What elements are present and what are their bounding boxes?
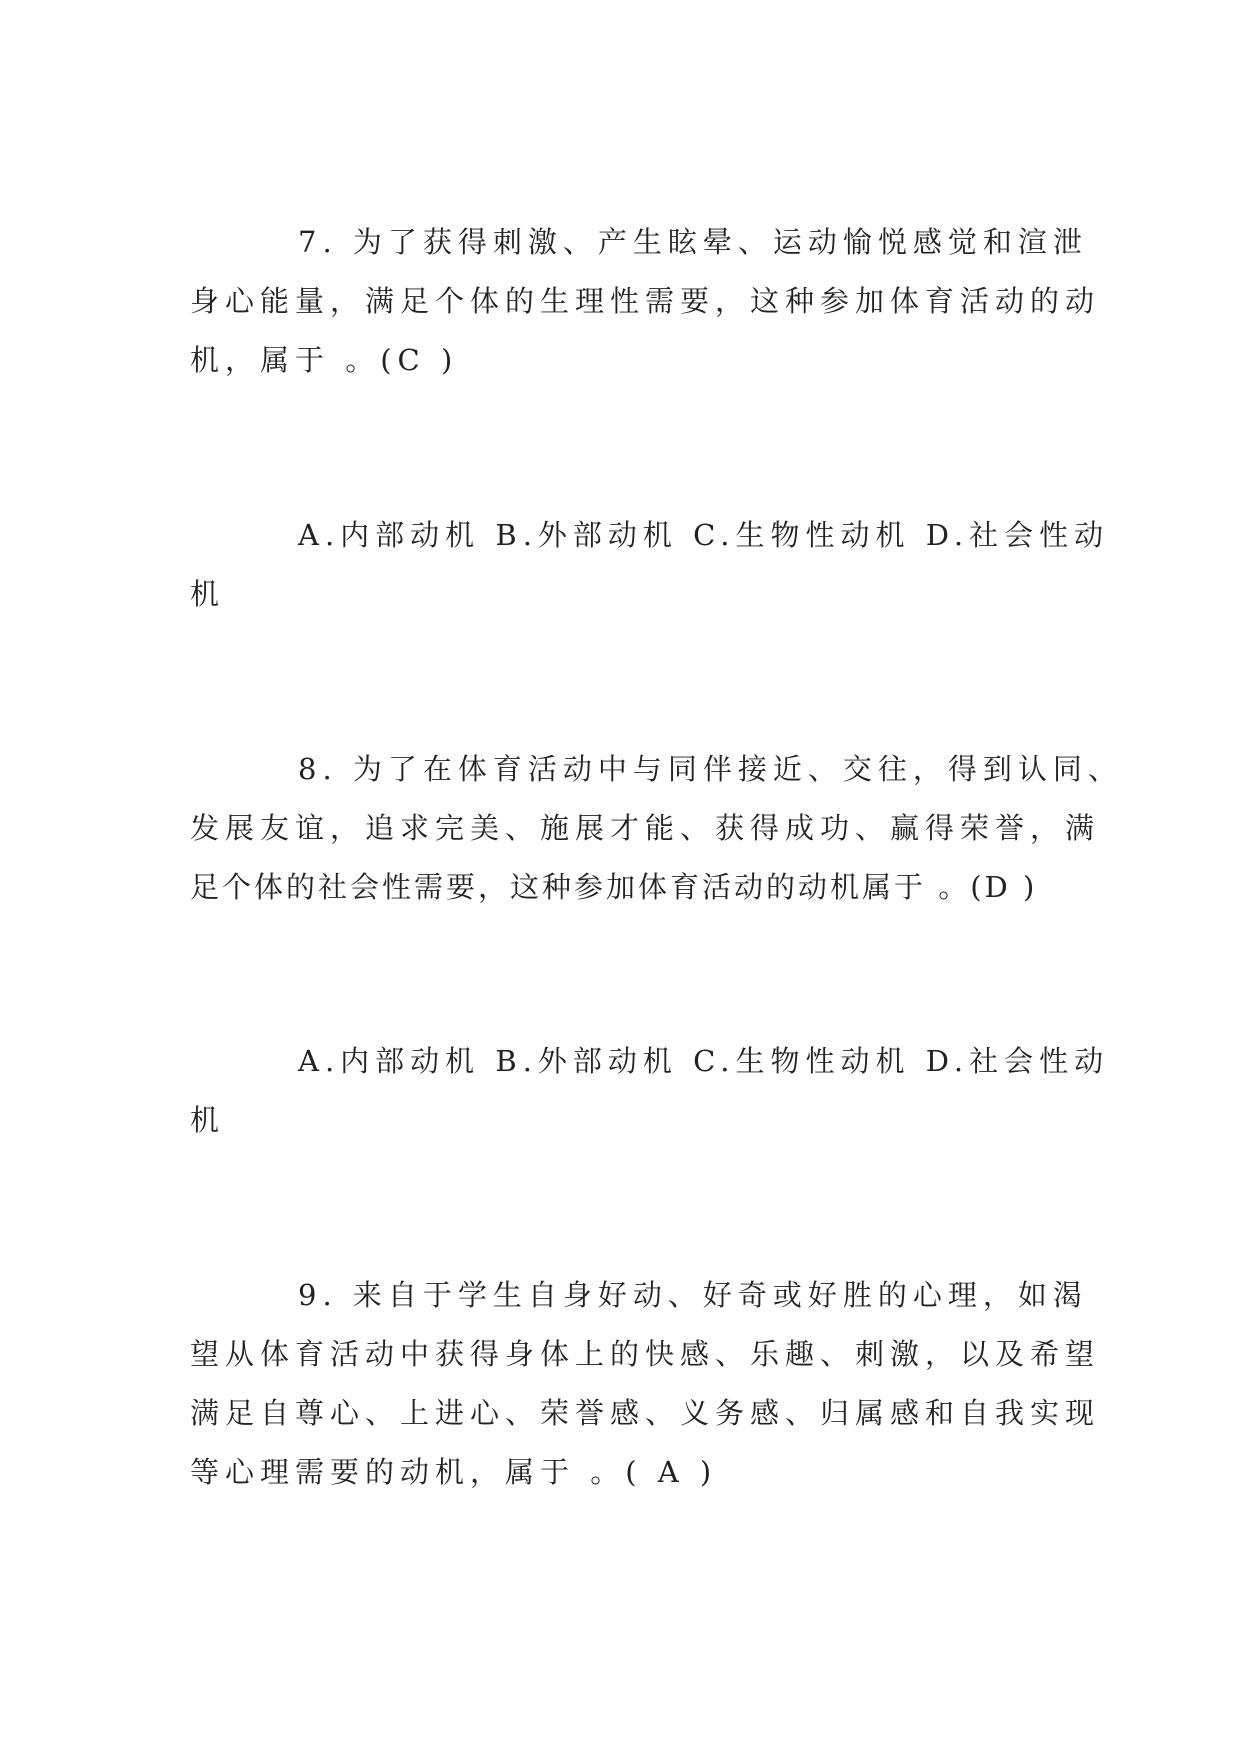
question-9-line-3: 满足自尊心、上进心、荣誉感、义务感、归属感和自我实现	[190, 1396, 1101, 1430]
question-7-line-1: 7. 为了获得刺激、产生眩晕、运动愉悦感觉和渲泄	[298, 225, 1088, 259]
question-8-line-3: 足个体的社会性需要，这种参加体育活动的动机属于 。(D )	[190, 870, 1038, 904]
question-7-options-line-2: 机	[190, 577, 226, 611]
question-9-line-4: 等心理需要的动机，属于 。( A )	[190, 1455, 718, 1489]
question-7-line-3: 机，属于 。(C )	[190, 343, 459, 377]
question-8-options-line-2: 机	[190, 1103, 226, 1137]
question-7-line-2: 身心能量，满足个体的生理性需要，这种参加体育活动的动	[190, 284, 1101, 318]
question-8-line-2: 发展友谊，追求完美、施展才能、获得成功、赢得荣誉，满	[190, 811, 1101, 845]
question-8-line-1: 8. 为了在体育活动中与同伴接近、交往，得到认同、	[298, 752, 1123, 786]
question-7-options-line-1: A.内部动机 B.外部动机 C.生物性动机 D.社会性动	[298, 518, 1110, 552]
question-8-options-line-1: A.内部动机 B.外部动机 C.生物性动机 D.社会性动	[298, 1044, 1110, 1078]
question-9-line-2: 望从体育活动中获得身体上的快感、乐趣、刺激，以及希望	[190, 1337, 1101, 1371]
question-9-line-1: 9. 来自于学生自身好动、好奇或好胜的心理，如渴	[298, 1278, 1088, 1312]
